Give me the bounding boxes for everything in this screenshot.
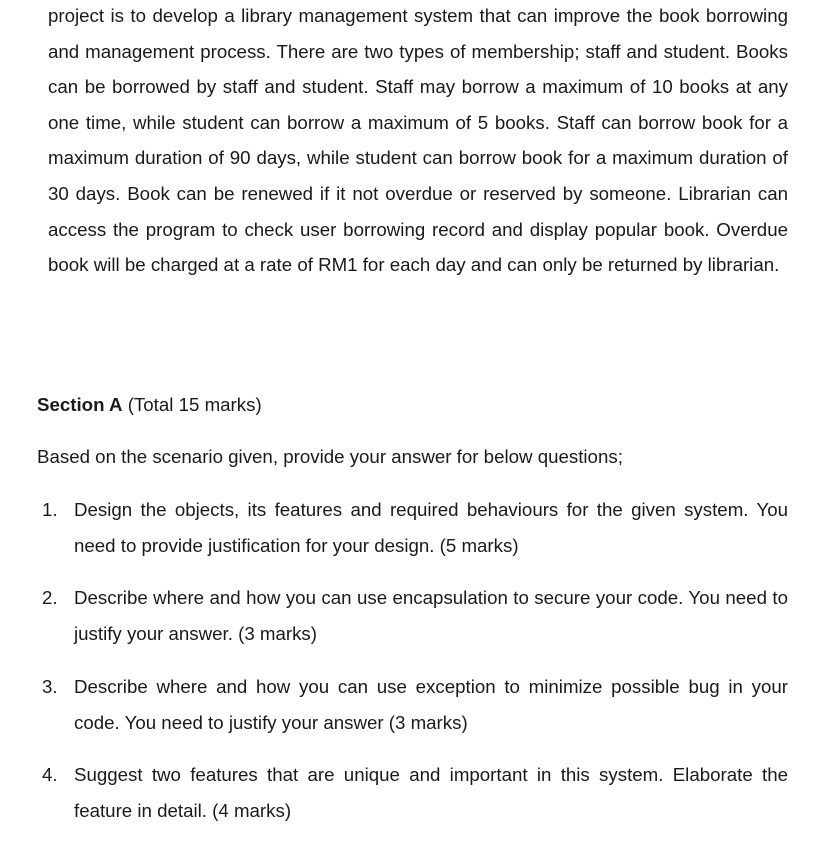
- question-text: Design the objects, its features and required behaviours for the given system. You need to provide justification for your design. (5 marks): [74, 499, 788, 556]
- section-marks: (Total 15 marks): [127, 394, 262, 415]
- question-text: Describe where and how you can use encapsulation to secure your code. You need to justify your answer. (3 marks): [74, 587, 788, 644]
- question-text: Describe where and how you can use exception to minimize possible bug in your code. You need to justify your answer (3 marks): [74, 676, 788, 733]
- question-number: 1.: [42, 499, 58, 520]
- scenario-paragraph: project is to develop a library management system that can improve the book borrowing and management process. There are two types of membership; staff and student. Books can be borrowed by staff and student. Staff may borrow a maximum of 10 books at any one time, while student can borrow a maximum of 5 books. Staff can borrow book for a maximum duration of 90 days, while student can borrow book for a maximum duration of 30 days. Book can be renewed if it not overdue or reserved by someone. Librarian can access the program to check user borrowing record and display popular book. Overdue book will be charged at a rate of RM1 for each day and can only be returned by librarian.: [48, 5, 788, 276]
- question-number: 4.: [42, 764, 58, 785]
- question-item: [42, 580, 788, 651]
- question-text: Suggest two features that are unique and important in this system. Elaborate the feature in detail. (4 marks): [74, 764, 788, 821]
- question-number: 3.: [42, 676, 58, 697]
- section-heading: [37, 391, 262, 419]
- question-number: 2.: [42, 587, 58, 608]
- question-item: [42, 757, 788, 828]
- instructions-lead: Based on the scenario given, provide your answer for below questions;: [37, 446, 623, 467]
- question-item: [42, 492, 788, 563]
- section-title: Section A: [37, 394, 123, 415]
- question-item: [42, 669, 788, 740]
